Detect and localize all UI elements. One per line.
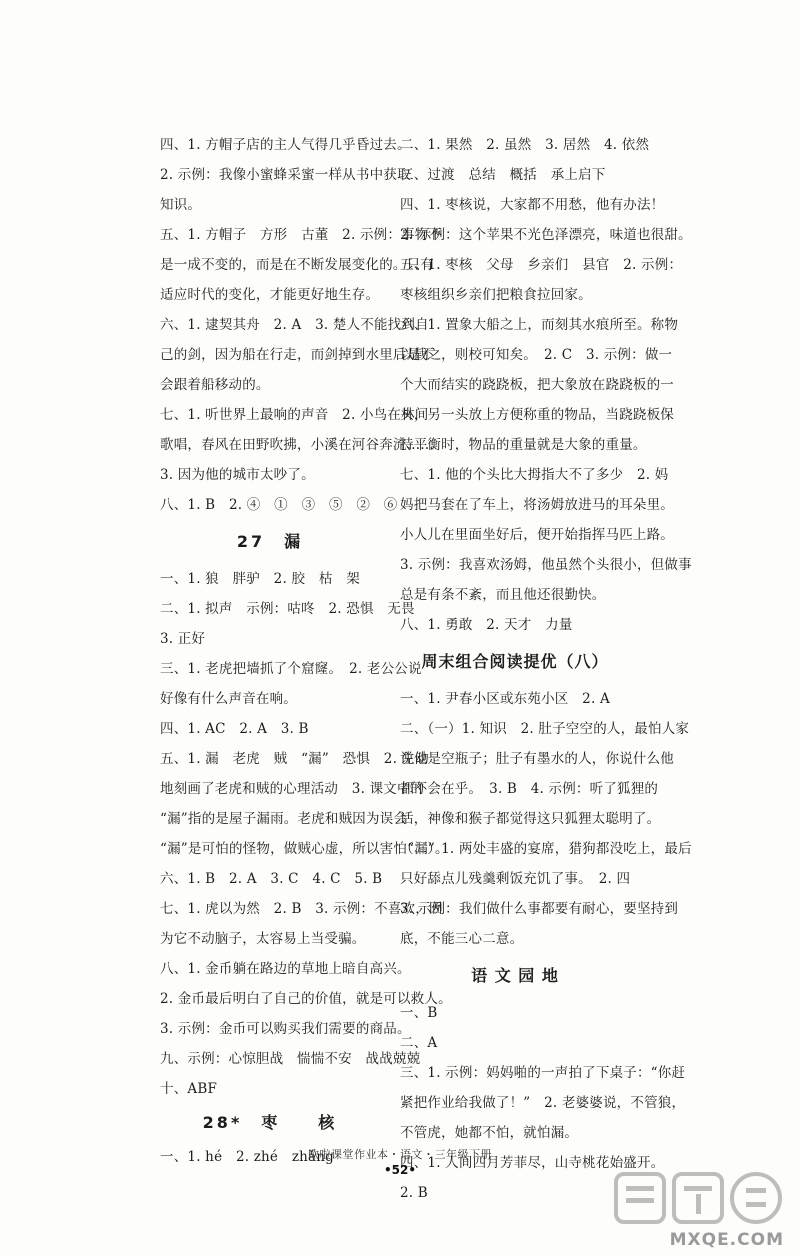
right-answer-line: （二）1. 两处丰盛的宴席，猎狗都没吃上，最后 — [400, 841, 692, 857]
right-answer-line: 2. 示例：这个苹果不光色泽漂亮，味道也很甜。 — [400, 227, 692, 243]
right-answer-column — [400, 130, 692, 1208]
right-answer-line: 紧把作业给我做了！” 2. 老婆婆说，不管狼， — [400, 1095, 686, 1111]
right-answer-line: 头，另一头放上方便称重的物品，当跷跷板保 — [400, 407, 674, 423]
left-answer-line: “漏”指的是屋子漏雨。老虎和贼因为误会 — [160, 811, 408, 827]
left-answer-line: 九、示例：心惊胆战 惴惴不安 战战兢兢 — [160, 1051, 421, 1067]
right-answer-line: 3. 示例：我喜欢汤姆，他虽然个头很小，但做事 — [400, 557, 692, 573]
footer-book-title: 欧啦课堂作业本・语文・三年级下册 — [308, 1148, 492, 1161]
left-answer-line: 七、1. 虎以为然 2. B 3. 示例：不喜欢，因 — [160, 901, 443, 917]
right-answer-line: 总是有条不紊，而且他还很勤快。 — [400, 587, 606, 603]
left-answer-line: 五、1. 漏 老虎 贼 “漏” 恐惧 2. 生动 — [160, 751, 429, 767]
right-answer-line: 三、1. 示例：妈妈啪的一声拍了下桌子：“你赶 — [400, 1065, 686, 1081]
right-answer-line: 二、A — [400, 1035, 438, 1051]
left-answer-line: 八、1. B 2. ④ ① ③ ⑤ ② ⑥ — [160, 497, 398, 513]
left-answer-line: 一、1. hé 2. zhé zhǎng — [160, 1149, 335, 1165]
right-answer-line: 枣核组织乡亲们把粮食拉回家。 — [400, 287, 592, 303]
right-answer-line: 六、1. 置象大船之上，而刻其水痕所至。称物 — [400, 317, 679, 333]
left-answer-line: 七、1. 听世界上最响的声音 2. 小鸟在林间 — [160, 407, 429, 423]
left-answer-line: 二、1. 拟声 示例：咕咚 2. 恐惧 无畏 — [160, 601, 415, 617]
left-section-heading: 28* 枣 核 — [202, 1113, 338, 1132]
right-answer-line: 五、1. 枣核 父母 乡亲们 县官 2. 示例： — [400, 257, 683, 273]
right-answer-line: 妈把马套在了车上，将汤姆放进马的耳朵里。 — [400, 497, 674, 513]
right-answer-line: 只好舔点儿残羹剩饭充饥了事。 2. 四 — [400, 871, 631, 887]
left-answer-line: 三、1. 老虎把墙抓了个窟窿。 2. 老公公说 — [160, 661, 422, 677]
left-answer-line: 十、ABF — [160, 1081, 218, 1097]
right-answer-line: 说他是空瓶子；肚子有墨水的人，你说什么他 — [400, 751, 674, 767]
left-answer-line: 知识。 — [160, 197, 202, 213]
right-answer-line: 都不会在乎。 3. B 4. 示例：听了狐狸的 — [400, 781, 659, 797]
right-answer-line: 二、（一）1. 知识 2. 肚子空空的人，最怕人家 — [400, 721, 690, 737]
right-answer-line: 话，神像和猴子都觉得这只狐狸太聪明了。 — [400, 811, 661, 827]
left-answer-line: 2. 示例：我像小蜜蜂采蜜一样从书中获取 — [160, 167, 411, 183]
left-answer-line: 为它不动脑子，太容易上当受骗。 — [160, 931, 366, 947]
left-answer-line: 3. 正好 — [160, 631, 206, 647]
right-answer-line: 3. 示例：我们做什么事都要有耐心，要坚持到 — [400, 901, 679, 917]
left-answer-line: 适应时代的变化，才能更好地生存。 — [160, 287, 380, 303]
right-answer-line: 以载之，则校可知矣。 2. C 3. 示例：做一 — [400, 347, 673, 363]
right-answer-line: 2. B — [400, 1185, 428, 1201]
left-answer-line: 一、1. 狼 胖驴 2. 胶 枯 架 — [160, 571, 360, 587]
left-answer-line: 五、1. 方帽子 方形 古董 2. 示例：事物不 — [160, 227, 443, 243]
left-answer-line: 四、1. 方帽子店的主人气得几乎昏过去。 — [160, 137, 411, 153]
right-answer-line: 三、过渡 总结 概括 承上启下 — [400, 167, 606, 183]
right-answer-line: 八、1. 勇敢 2. 天才 力量 — [400, 617, 573, 633]
right-answer-line: 底，不能三心二意。 — [400, 931, 524, 947]
right-answer-line: 持平衡时，物品的重量就是大象的重量。 — [400, 437, 647, 453]
left-answer-line: 会跟着船移动的。 — [160, 377, 270, 393]
right-answer-line: 四、1. 人间四月芳菲尽，山寺桃花始盛开。 — [400, 1155, 665, 1171]
right-answer-line: 一、B — [400, 1005, 438, 1021]
left-answer-line: 六、1. B 2. A 3. C 4. C 5. B — [160, 871, 383, 887]
right-answer-line: 个大而结实的跷跷板，把大象放在跷跷板的一 — [400, 377, 674, 393]
left-section-heading: 27 漏 — [236, 532, 304, 551]
right-answer-line: 小人儿在里面坐好后，便开始指挥马匹上路。 — [400, 527, 674, 543]
left-answer-line: 六、1. 逮契其舟 2. A 3. 楚人不能找到自 — [160, 317, 429, 333]
right-answer-line: 一、1. 尹春小区或东苑小区 2. A — [400, 691, 610, 707]
left-answer-line: 四、1. AC 2. A 3. B — [160, 721, 309, 737]
right-answer-line: 七、1. 他的个头比大拇指大不了多少 2. 妈 — [400, 467, 669, 483]
left-answer-line: “漏”是可怕的怪物，做贼心虚，所以害怕“漏”。 — [160, 841, 449, 857]
right-answer-line: 不管虎，她都不怕，就怕漏。 — [400, 1125, 579, 1141]
page-number: •52• — [383, 1163, 417, 1177]
left-answer-line: 是一成不变的，而是在不断发展变化的。只有 — [160, 257, 434, 273]
right-answer-line: 二、1. 果然 2. 虽然 3. 居然 4. 依然 — [400, 137, 650, 153]
watermark-site-text: MXQE.COM — [669, 1230, 784, 1250]
left-answer-line: 好像有什么声音在响。 — [160, 691, 297, 707]
right-section-heading: 周末组合阅读提优（八） — [421, 652, 609, 671]
left-answer-line: 地刻画了老虎和贼的心理活动 3. 课文中的 — [160, 781, 425, 797]
right-answer-line: 四、1. 枣核说，大家都不用愁，他有办法！ — [400, 197, 665, 213]
right-section-heading: 语 文 园 地 — [471, 966, 559, 985]
left-answer-line: 2. 金币最后明白了自己的价值，就是可以救人。 — [160, 991, 452, 1007]
left-answer-line: 3. 示例：金币可以购买我们需要的商品。 — [160, 1021, 411, 1037]
left-answer-line: 歌唱，春风在田野吹拂，小溪在河谷奔流…… — [160, 437, 434, 453]
left-answer-line: 3. 因为他的城市太吵了。 — [160, 467, 315, 483]
left-answer-line: 八、1. 金币躺在路边的草地上暗自高兴。 — [160, 961, 411, 977]
left-answer-line: 己的剑，因为船在行走，而剑掉到水里后是不 — [160, 347, 434, 363]
